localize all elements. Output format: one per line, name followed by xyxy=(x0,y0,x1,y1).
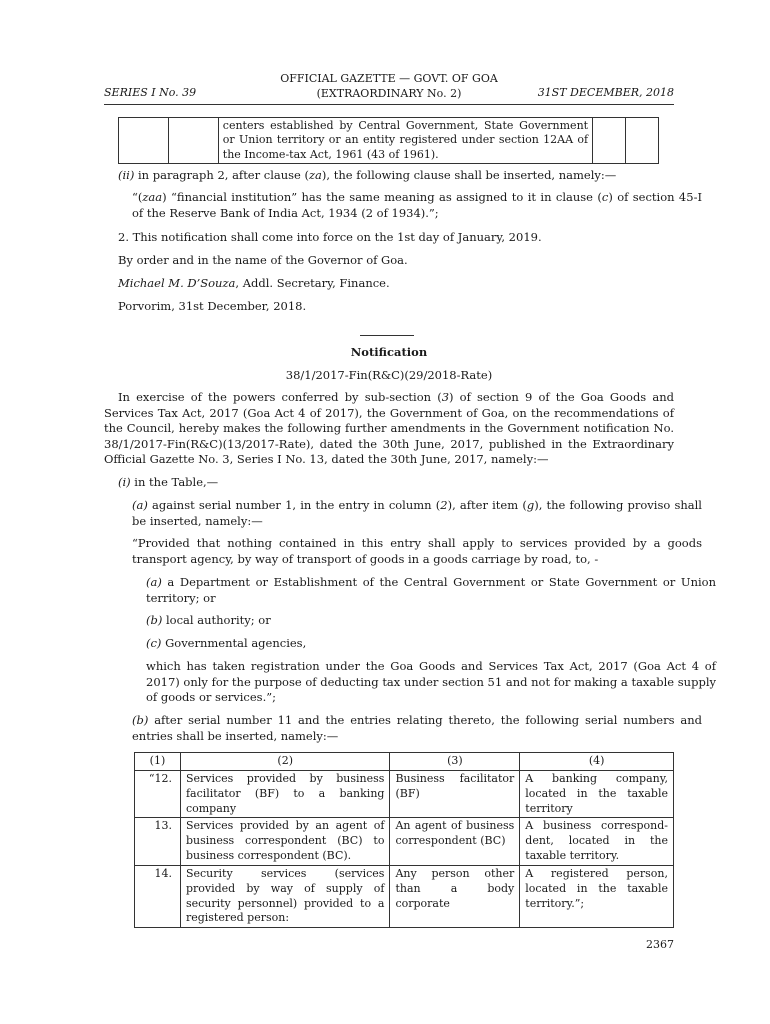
by-order-line: By order and in the name of the Governor of Goa. xyxy=(118,253,408,267)
column-header: (4) xyxy=(520,753,674,771)
insertion-table xyxy=(134,752,674,928)
gazette-title-line1: OFFICIAL GAZETTE — GOVT. OF GOA xyxy=(280,72,498,85)
serial-number: 13. xyxy=(135,818,181,866)
notification-intro: In exercise of the powers conferred by sub-section (3) of section 9 of the Goa Goods and Services Tax Act, 2017 (Goa Act 4 of 2017), the Government of Goa, on the recommendations of the Council, hereby makes the following further amendments in the Government notification No. 38/1/2017-Fin(R&C)(13/2017-Rate), dated the 30th June, 2017, published in the Extraordinary Official Gazette No. 3, Series I No. 13, dated the 30th June, 2017, namely:— xyxy=(104,390,674,467)
table-cell-empty xyxy=(626,118,659,164)
column-header: (1) xyxy=(135,753,181,771)
table-cell-empty xyxy=(119,118,169,164)
service-provider: Business facilitator (BF) xyxy=(390,770,520,818)
column-header: (2) xyxy=(180,753,390,771)
table-cell-empty xyxy=(168,118,218,164)
proviso-conclusion: which has taken registration under the Goa Goods and Services Tax Act, 2017 (Goa Act 4 of 2017) only for the purpose of deducting tax under section 51 and not for making a taxable supply of goods or services.”; xyxy=(146,659,716,705)
signatory-name: Michael M. D’Souza xyxy=(118,276,236,290)
service-provider: An agent of business correspondent (BC) xyxy=(390,818,520,866)
sub-item-b: (b) local authority; or xyxy=(146,613,271,627)
proviso: “Provided that nothing contained in this entry shall apply to services provided by a goods transport agency, by way of transport of goods in a goods carriage by road, to, - xyxy=(132,536,702,566)
service-description: Services provided by an agent of business correspondent (BC) to business correspondent (BC). xyxy=(180,818,390,866)
service-description: Security services (services provided by way of supply of security personnel) provided to a registered person: xyxy=(180,865,390,927)
service-recipient: A registered person, located in the taxable territory.”; xyxy=(520,865,674,927)
service-recipient: A banking company, located in the taxable territory xyxy=(520,770,674,818)
service-description: Services provided by business facilitator (BF) to a banking company xyxy=(180,770,390,818)
continued-table xyxy=(118,117,659,164)
serial-number: 14. xyxy=(135,865,181,927)
service-recipient: A business correspond-dent, located in the taxable territory. xyxy=(520,818,674,866)
notification-heading: Notification xyxy=(350,345,428,359)
table-row xyxy=(119,118,659,164)
table-cell-empty xyxy=(593,118,626,164)
page-header xyxy=(104,72,674,105)
table-cell: centers established by Central Government, State Government or Union territory or an entity registered under section 12AA of the Income-tax Act, 1961 (43 of 1961). xyxy=(218,118,592,164)
table-row xyxy=(135,865,674,927)
section-divider xyxy=(360,335,414,336)
table-row xyxy=(135,770,674,818)
paragraph-ii: (ii) in paragraph 2, after clause (za), the following clause shall be inserted, namely:— xyxy=(118,168,617,182)
sub-item-a: (a) a Department or Establishment of the Central Government or State Government or Union territory; or xyxy=(146,575,716,605)
gazette-date: 31ST DECEMBER, 2018 xyxy=(537,86,674,100)
place-date: Porvorim, 31st December, 2018. xyxy=(118,299,307,313)
column-header: (3) xyxy=(390,753,520,771)
sub-item-c: (c) Governmental agencies, xyxy=(146,636,307,650)
notification-number: 38/1/2017-Fin(R&C)(29/2018-Rate) xyxy=(285,368,493,382)
service-provider: Any person other than a body corporate xyxy=(390,865,520,927)
paragraph-2: 2. This notification shall come into force on the 1st day of January, 2019. xyxy=(118,230,542,244)
item-b: (b) after serial number 11 and the entries relating thereto, the following serial numbers and entries shall be inserted, namely:— xyxy=(132,713,702,743)
table-row xyxy=(135,818,674,866)
series-number: SERIES I No. 39 xyxy=(104,86,197,100)
gazette-title-line2: (EXTRAORDINARY No. 2) xyxy=(316,86,462,100)
table-header-row xyxy=(135,753,674,771)
serial-number: “12. xyxy=(135,770,181,818)
clause-zaa: “(zaa) “financial institution” has the same meaning as assigned to it in clause (c) of section 45-I of the Reserve Bank of India Act, 1934 (2 of 1934).”; xyxy=(132,190,702,220)
item-a: (a) against serial number 1, in the entry in column (2), after item (g), the following proviso shall be inserted, namely:— xyxy=(132,498,702,528)
item-i: (i) in the Table,— xyxy=(118,475,219,489)
signatory: Michael M. D’Souza, Addl. Secretary, Finance. xyxy=(118,276,390,290)
page-number: 2367 xyxy=(646,938,674,951)
